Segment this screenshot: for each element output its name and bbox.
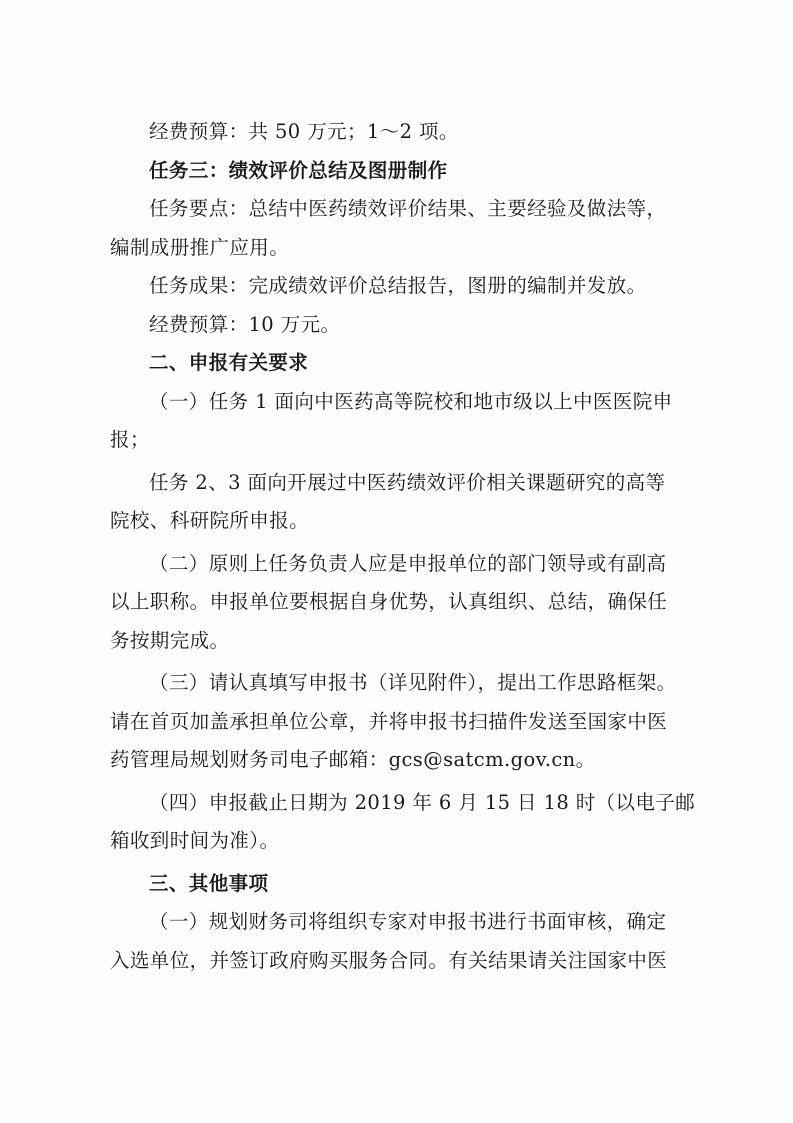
section-2-heading: 二、申报有关要求 bbox=[149, 351, 309, 374]
requirement-3-line-3: 药管理局规划财务司电子邮箱：gcs@satcm.gov.cn。 bbox=[110, 748, 596, 771]
other-1-line-1: （一）规划财务司将组织专家对申报书进行书面审核，确定 bbox=[149, 910, 667, 933]
task-3-points-line-1: 任务要点：总结中医药绩效评价结果、主要经验及做法等， bbox=[149, 197, 667, 220]
document-body bbox=[110, 113, 700, 980]
task-3-heading: 任务三：绩效评价总结及图册制作 bbox=[149, 158, 448, 182]
task-3-results-line: 任务成果：完成绩效评价总结报告，图册的编制并发放。 bbox=[149, 274, 647, 297]
requirement-2-line-3: 务按期完成。 bbox=[110, 628, 230, 652]
requirement-1b-line-2: 院校、科研院所申报。 bbox=[110, 509, 310, 532]
budget-line: 经费预算：共 50 万元；1～2 项。 bbox=[149, 120, 459, 143]
requirement-1-line-1: （一）任务 1 面向中医药高等院校和地市级以上中医医院申 bbox=[149, 389, 673, 413]
requirement-3-line-1: （三）请认真填写申报书（详见附件），提出工作思路框架。 bbox=[149, 671, 677, 694]
requirement-3-line-2: 请在首页加盖承担单位公章，并将申报书扫描件发送至国家中医 bbox=[110, 709, 668, 733]
task-3-points-line-2: 编制成册推广应用。 bbox=[110, 235, 290, 259]
requirement-4-line-2: 箱收到时间为准）。 bbox=[110, 829, 280, 852]
requirement-1-line-2: 报； bbox=[110, 428, 150, 451]
requirement-2-line-1: （二）原则上任务负责人应是申报单位的部门领导或有副高 bbox=[149, 551, 667, 575]
requirement-4-line-1: （四）申报截止日期为 2019 年 6 月 15 日 18 时（以电子邮 bbox=[149, 790, 696, 814]
requirement-2-line-2: 以上职称。申报单位要根据自身优势，认真组织、总结，确保任 bbox=[110, 590, 668, 613]
task-3-budget-line: 经费预算：10 万元。 bbox=[149, 312, 341, 336]
other-1-line-2: 入选单位，并签订政府购买服务合同。有关结果请关注国家中医 bbox=[110, 948, 668, 972]
section-3-heading: 三、其他事项 bbox=[149, 871, 269, 895]
requirement-1b-line-1: 任务 2、3 面向开展过中医药绩效评价相关课题研究的高等 bbox=[149, 470, 666, 494]
